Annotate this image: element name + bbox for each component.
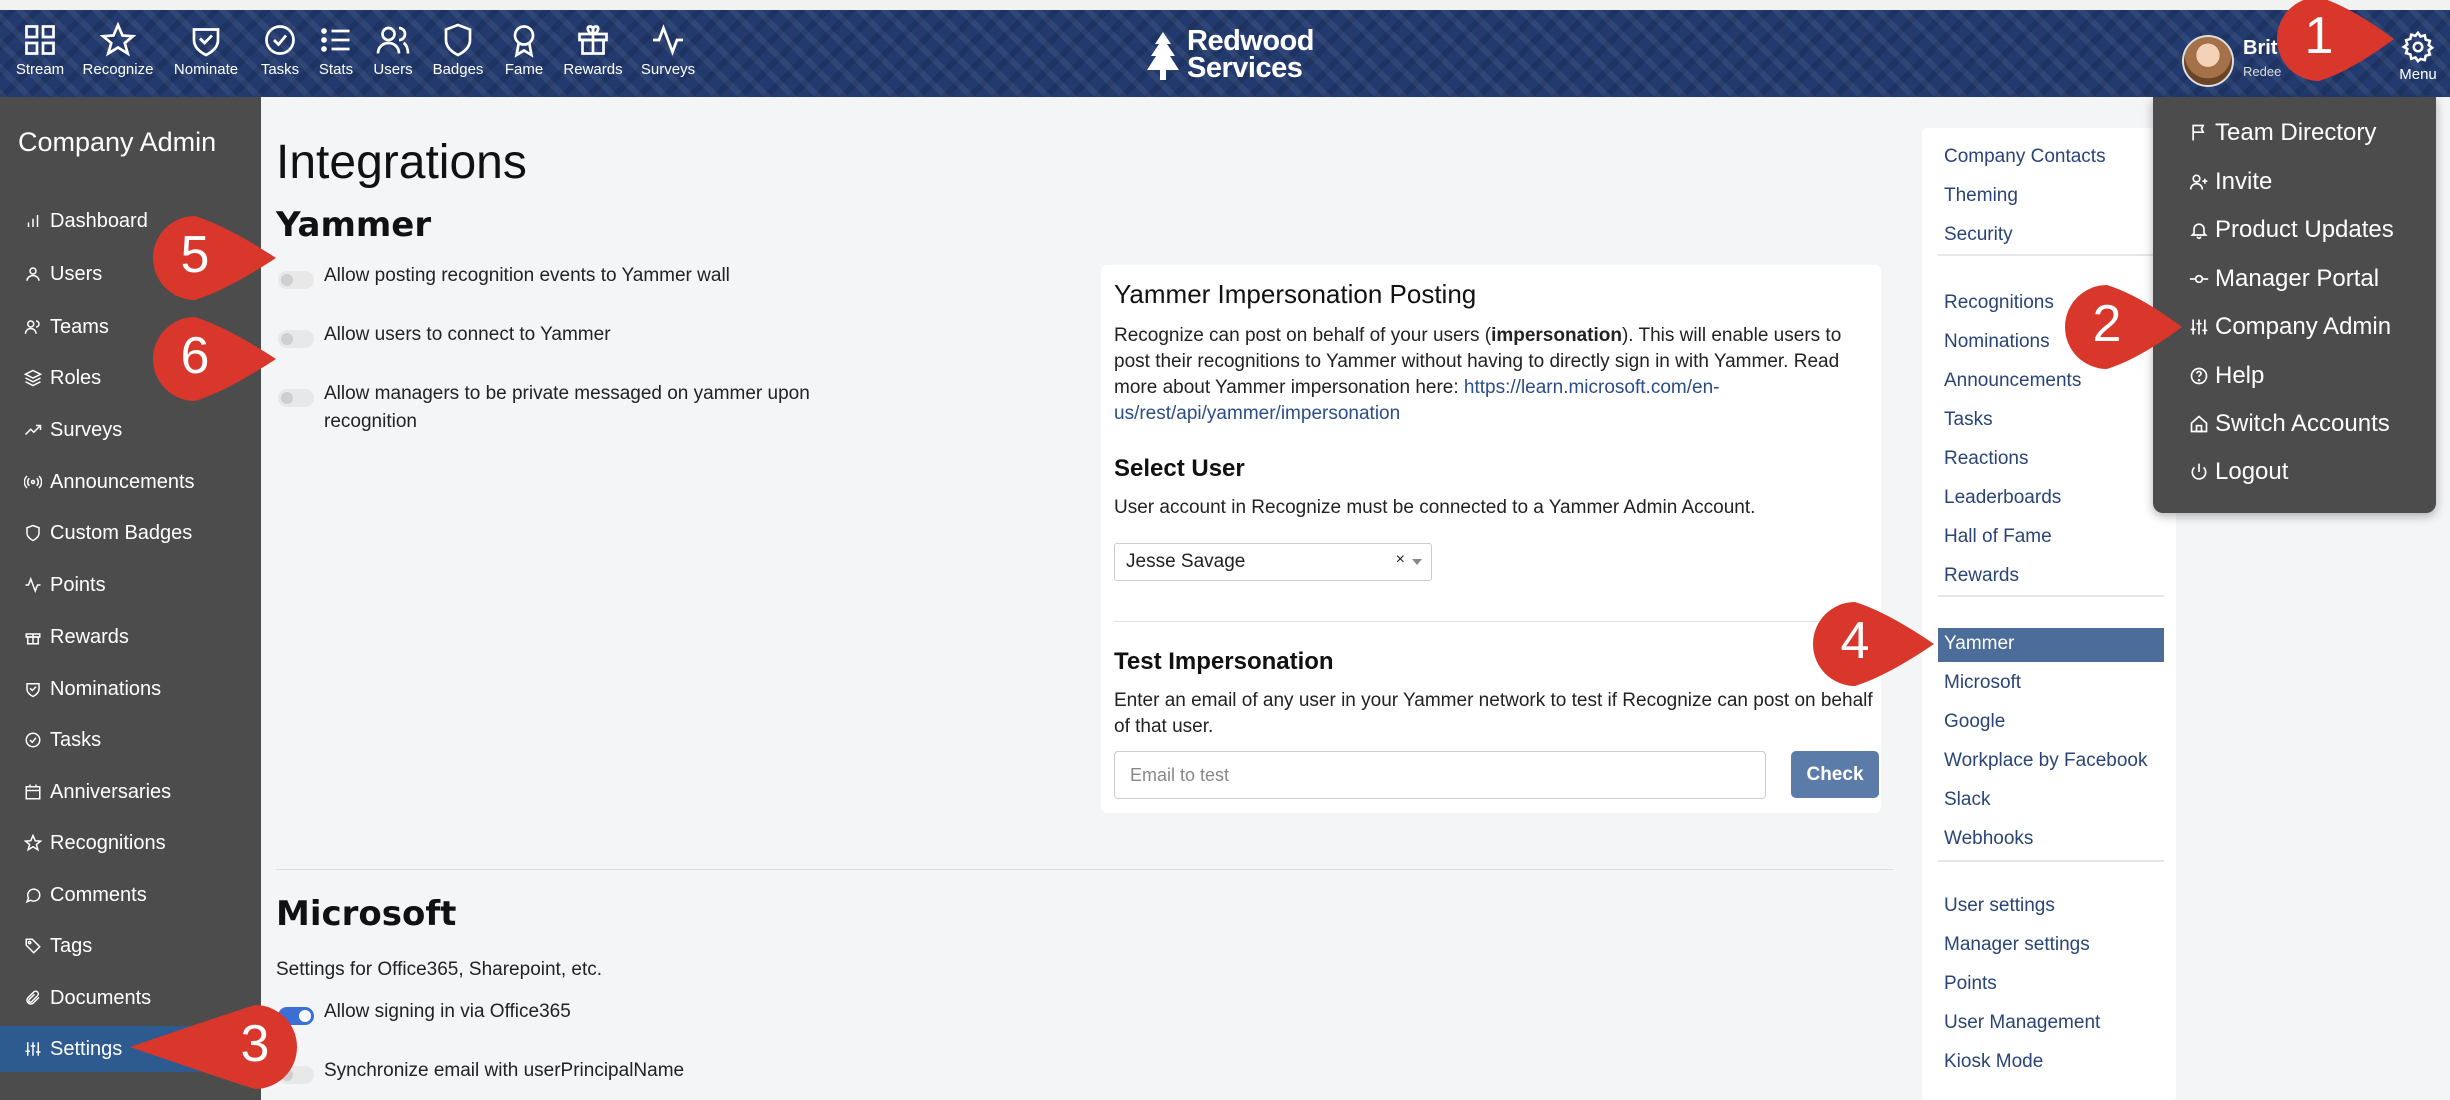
menu-item-label: Switch Accounts [2215, 410, 2390, 437]
callout-badge-4 [1812, 601, 1992, 687]
bar-chart-icon [24, 212, 42, 230]
avatar[interactable] [2182, 35, 2234, 87]
sidebar-item-comments[interactable] [0, 872, 261, 918]
callout-number-6: 6 [180, 327, 210, 385]
sidebar-item-label: Teams [50, 315, 109, 338]
menu-item-switch-accounts[interactable] [2189, 410, 2390, 438]
yammer-managers-label: Allow managers to be private messaged on yammer upon recognition [324, 383, 810, 432]
nav-recognize-label: Recognize [82, 61, 154, 78]
nav-users-label: Users [373, 61, 413, 78]
menu-item-label: Company Admin [2215, 313, 2392, 340]
menu-item-logout[interactable] [2189, 458, 2288, 486]
yammer-wall-label: Allow posting recognition events to Yammer wall [324, 265, 730, 286]
main-content [261, 97, 1921, 1100]
sidebar-item-surveys[interactable] [0, 407, 261, 453]
rn-google[interactable]: Google [1944, 711, 2006, 732]
sidebar-item-label: Recognitions [50, 831, 166, 854]
bell-icon [2189, 220, 2209, 240]
callout-badge-6 [152, 316, 332, 402]
gift-icon [575, 22, 611, 58]
sidebar-item-label: Anniversaries [50, 780, 172, 803]
user-subtitle: Redee [2243, 64, 2282, 79]
sidebar-item-nominations[interactable] [0, 666, 261, 712]
page-title: Integrations [276, 136, 527, 189]
nav-separator [1938, 595, 2164, 597]
chevron-down-icon[interactable] [1412, 559, 1422, 565]
nav-stream-label: Stream [15, 61, 65, 78]
callout-number-4: 4 [1840, 612, 1870, 670]
section-divider [276, 869, 1893, 870]
company-logo[interactable] [1145, 26, 1325, 88]
sidebar-item-anniversaries[interactable] [0, 769, 261, 815]
card-divider [1114, 621, 1874, 622]
check-circle-icon [262, 22, 298, 58]
nav-rewards[interactable] [553, 22, 633, 78]
callout-number-2: 2 [2092, 295, 2122, 353]
nav-recognize[interactable] [78, 22, 158, 78]
rn-nominations[interactable]: Nominations [1944, 331, 2050, 352]
sidebar-title: Company Admin [18, 127, 217, 157]
menu-label: Menu [2399, 66, 2437, 83]
award-icon [506, 22, 542, 58]
sliders-icon [24, 1040, 42, 1058]
rn-slack[interactable]: Slack [1944, 789, 1991, 810]
sidebar-item-label: Documents [50, 986, 152, 1009]
menu-item-label: Invite [2215, 168, 2273, 195]
impersonation-desc-pre: Recognize can post on behalf of your users ( [1114, 325, 1492, 346]
paperclip-icon [24, 989, 42, 1007]
activity-icon [24, 576, 42, 594]
nav-badges-label: Badges [432, 61, 484, 78]
users-icon [375, 22, 411, 58]
rn-rewards[interactable]: Rewards [1944, 565, 2019, 586]
menu-item-label: Manager Portal [2215, 265, 2380, 292]
rn-workplace-by-facebook[interactable]: Workplace by Facebook [1944, 750, 2148, 771]
check-button[interactable]: Check [1791, 751, 1879, 798]
menu-item-label: Help [2215, 362, 2265, 389]
user-icon [24, 265, 42, 283]
nav-stats-label: Stats [318, 61, 354, 78]
callout-badge-1 [2276, 0, 2450, 82]
tag-icon [24, 937, 42, 955]
yammer-connect-label: Allow users to connect to Yammer [324, 324, 611, 345]
sidebar-item-rewards[interactable] [0, 614, 261, 660]
rn-user-settings[interactable]: User settings [1944, 895, 2055, 916]
sidebar-item-points[interactable] [0, 562, 261, 608]
rn-points[interactable]: Points [1944, 973, 1997, 994]
gift-icon [24, 628, 42, 646]
user-plus-icon [2189, 172, 2209, 192]
rn-hall-of-fame[interactable]: Hall of Fame [1944, 526, 2052, 547]
rn-kiosk-mode[interactable]: Kiosk Mode [1944, 1051, 2044, 1072]
menu-item-team-directory[interactable] [2189, 119, 2376, 147]
sync-email-label: Synchronize email with userPrincipalName [324, 1060, 685, 1081]
logo-line-1: Redwood [1187, 25, 1314, 57]
nav-tasks-label: Tasks [260, 61, 300, 78]
layers-icon [24, 369, 42, 387]
test-impersonation-description: Enter an email of any user in your Yammer network to test if Recognize can post on behalf of that user. [1114, 690, 1873, 737]
rn-leaderboards[interactable]: Leaderboards [1944, 487, 2062, 508]
rn-reactions[interactable]: Reactions [1944, 448, 2029, 469]
office365-signin-label: Allow signing in via Office365 [324, 1001, 571, 1022]
impersonation-desc-bold: impersonation [1491, 325, 1622, 346]
yammer-section-title: Yammer [276, 205, 432, 245]
home-icon [2189, 414, 2209, 434]
nav-surveys[interactable] [628, 22, 708, 78]
sidebar-item-label: Dashboard [50, 209, 148, 232]
callout-badge-2 [2064, 284, 2244, 370]
users-icon [24, 318, 42, 336]
nav-separator [1938, 254, 2164, 256]
rn-webhooks[interactable]: Webhooks [1944, 828, 2034, 849]
select-user-title: Select User [1114, 455, 1245, 482]
activity-icon [650, 22, 686, 58]
sidebar-item-label: Nominations [50, 677, 162, 700]
shield-check-icon [24, 680, 42, 698]
nav-fame-label: Fame [504, 61, 544, 78]
impersonation-description [1114, 323, 1874, 427]
power-icon [2189, 462, 2209, 482]
trend-icon [24, 421, 42, 439]
callout-number-3: 3 [240, 1015, 270, 1073]
callout-number-1: 1 [2304, 7, 2334, 65]
menu-item-label: Product Updates [2215, 216, 2394, 243]
impersonation-card [1101, 265, 1881, 813]
menu-item-invite[interactable] [2189, 168, 2272, 196]
rn-user-management[interactable]: User Management [1944, 1012, 2101, 1033]
menu-item-label: Team Directory [2215, 119, 2377, 146]
callout-badge-5 [152, 215, 332, 301]
flag-icon [2189, 123, 2209, 143]
sidebar-item-announcements[interactable] [0, 459, 261, 505]
sidebar-item-label: Custom Badges [50, 521, 193, 544]
clear-selection-icon[interactable]: × [1395, 551, 1405, 568]
microsoft-description: Settings for Office365, Sharepoint, etc. [276, 959, 603, 980]
nav-surveys-label: Surveys [640, 61, 696, 78]
callout-badge-3 [118, 1004, 298, 1090]
menu-item-product-updates[interactable] [2189, 216, 2394, 244]
test-impersonation-title: Test Impersonation [1114, 648, 1334, 675]
microsoft-section-title: Microsoft [276, 894, 457, 934]
logo-line-2: Services [1187, 52, 1303, 84]
callout-number-5: 5 [180, 226, 210, 284]
sidebar-item-label: Tags [50, 934, 93, 957]
sidebar-item-label: Surveys [50, 418, 123, 441]
star-icon [24, 834, 42, 852]
sidebar-item-label: Announcements [50, 470, 195, 493]
nav-fame[interactable] [484, 22, 564, 78]
sidebar-item-tasks[interactable] [0, 717, 261, 763]
rn-microsoft[interactable]: Microsoft [1944, 672, 2022, 693]
shield-check-icon [188, 22, 224, 58]
nav-stream[interactable] [0, 22, 80, 78]
sidebar-item-label: Roles [50, 366, 102, 389]
top-navigation-bar [0, 0, 2450, 97]
rn-manager-settings[interactable]: Manager settings [1944, 934, 2090, 955]
rn-recognitions[interactable]: Recognitions [1944, 292, 2054, 313]
sidebar-item-custom-badges[interactable] [0, 510, 261, 556]
rn-company-contacts[interactable]: Company Contacts [1944, 146, 2106, 167]
impersonation-title: Yammer Impersonation Posting [1114, 279, 1477, 309]
sidebar-item-label: Points [50, 573, 106, 596]
select-user-description: User account in Recognize must be connected to a Yammer Admin Account. [1114, 497, 1756, 518]
rn-theming[interactable]: Theming [1944, 185, 2018, 206]
rn-security[interactable]: Security [1944, 224, 2013, 245]
check-circle-icon [24, 731, 42, 749]
shield-icon [440, 22, 476, 58]
nav-rewards-label: Rewards [563, 61, 623, 78]
shield-icon [24, 524, 42, 542]
list-icon [318, 22, 354, 58]
nav-nominate-label: Nominate [173, 61, 239, 78]
impersonation-desc-post: ). This will enable users to post their recognitions to Yammer without having to directly sign in with Yammer. Read more about Yammer impersonation here: [1114, 325, 1842, 398]
nav-nominate[interactable] [166, 22, 246, 78]
tree-icon [1145, 32, 1181, 82]
user-select-value: Jesse Savage [1126, 551, 1246, 572]
grid-icon [22, 22, 58, 58]
broadcast-icon [24, 473, 42, 491]
email-test-input[interactable] [1114, 751, 1766, 799]
comment-icon [24, 886, 42, 904]
sidebar-item-label: Tasks [50, 728, 102, 751]
sidebar-item-label: Comments [50, 883, 147, 906]
sidebar-item-label: Settings [50, 1037, 123, 1060]
sidebar-item-recognitions[interactable] [0, 820, 261, 866]
impersonation-docs-link[interactable]: https://learn.microsoft.com/en-us/rest/api/yammer/impersonation [1114, 377, 1720, 424]
star-icon [100, 22, 136, 58]
calendar-icon [24, 783, 42, 801]
sidebar-item-tags[interactable] [0, 923, 261, 969]
sidebar-item-label: Rewards [50, 625, 129, 648]
user-select-dropdown[interactable] [1114, 543, 1432, 581]
rn-yammer[interactable]: Yammer [1938, 628, 2164, 662]
sidebar-item-label: Users [50, 262, 103, 285]
nav-separator [1938, 860, 2164, 862]
rn-announcements[interactable]: Announcements [1944, 370, 2082, 391]
rn-tasks[interactable]: Tasks [1944, 409, 1993, 430]
menu-item-label: Logout [2215, 458, 2289, 485]
user-name: Brit [2243, 37, 2278, 59]
